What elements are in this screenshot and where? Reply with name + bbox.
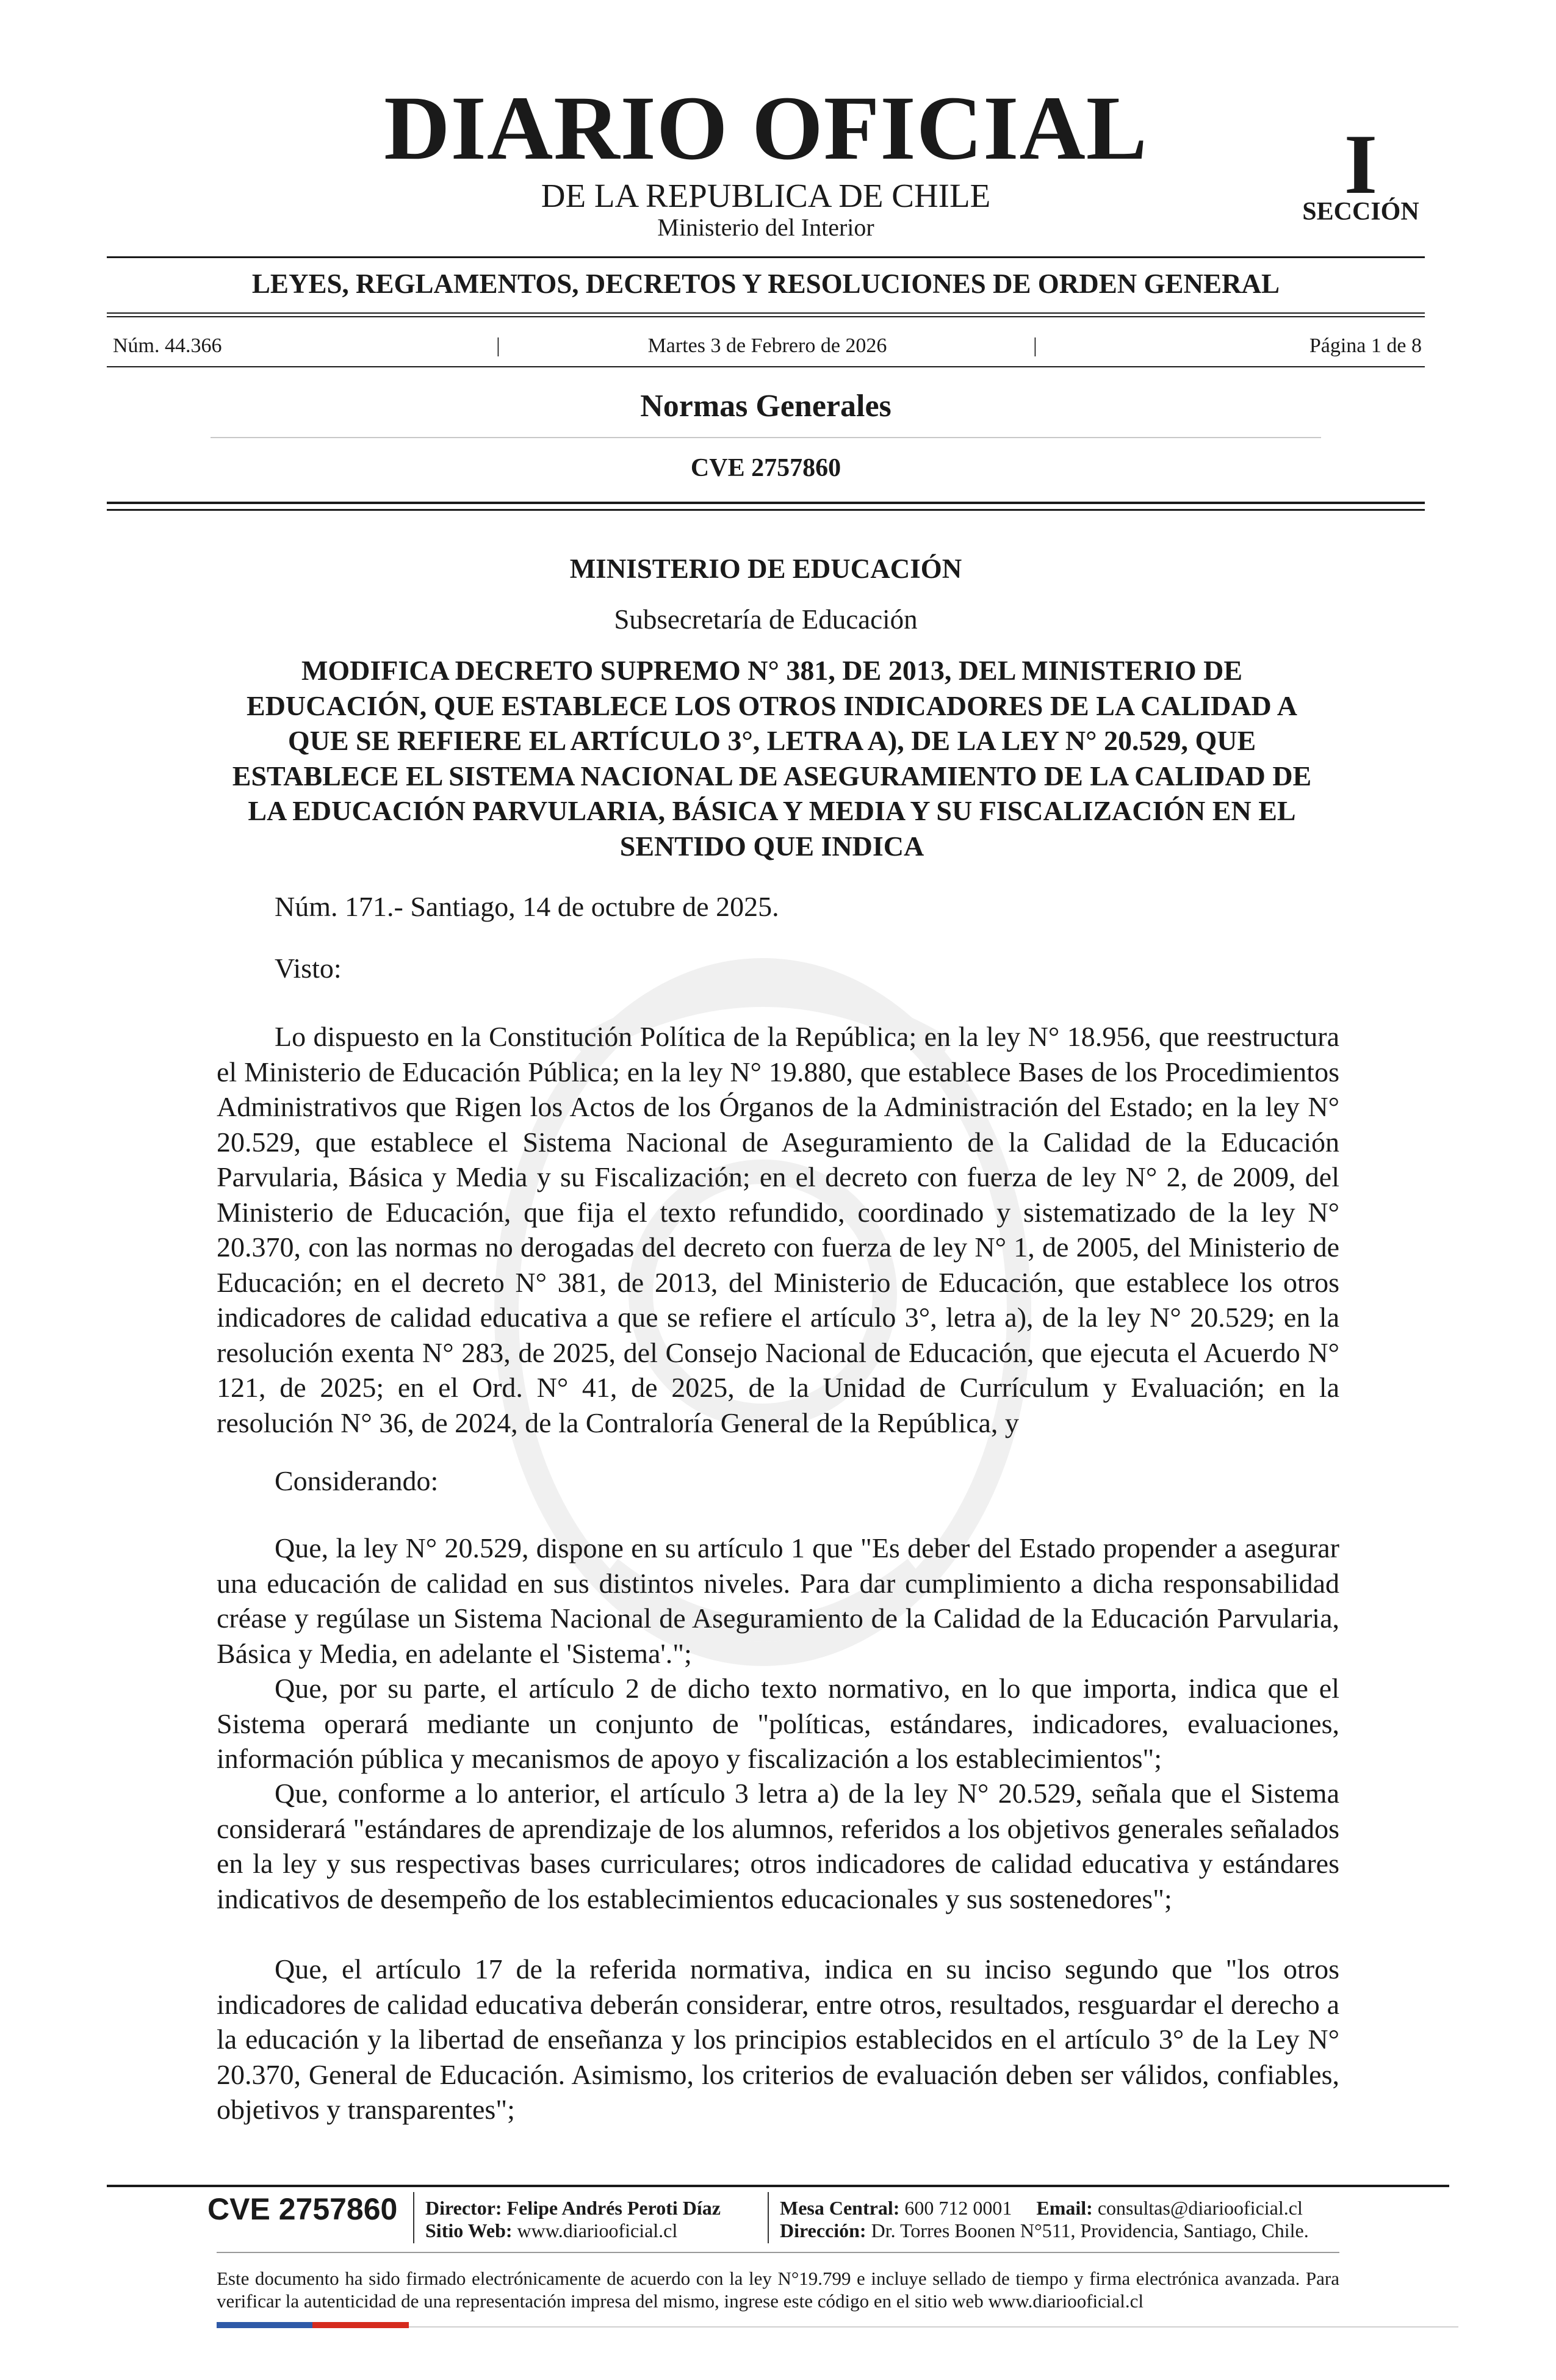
address-text: Dr. Torres Boonen N°511, Providencia, Santiago, Chile. — [871, 2220, 1309, 2241]
director-label: Director: — [425, 2197, 502, 2219]
footer-cve-code: CVE 2757860 — [207, 2192, 398, 2226]
email-label: Email: — [1036, 2197, 1093, 2219]
issue-date: Martes 3 de Febrero de 2026 — [647, 334, 887, 357]
footer-divider-thin — [217, 2252, 1339, 2253]
considerando-paragraph: Que, la ley N° 20.529, dispone en su artículo 1 que "Es deber del Estado propender a asegurar una educación de calidad en sus distintos niveles. Para dar cumplimiento a dicha responsabilidad créase y regúlase un Sistema Nacional de Aseguramiento de la Calidad de la Educación Parvularia, Básica y Media, en adelante el 'Sistema'."; — [217, 1532, 1339, 1669]
email-link[interactable]: consultas@diariooficial.cl — [1097, 2197, 1303, 2219]
considerando-paragraph: Que, por su parte, el artículo 2 de dicho texto normativo, en lo que importa, indica que el Sistema operará mediante un conjunto de "políticas, estándares, indicadores, evaluaciones, información pública y mecanismos de apoyo y fiscalización a los establecimientos"; — [217, 1673, 1339, 1774]
masthead-divider — [107, 256, 1425, 258]
document-subsecretariat: Subsecretaría de Educación — [614, 604, 918, 635]
website-link[interactable]: www.diariooficial.cl — [517, 2220, 678, 2241]
header-divider-bottom — [107, 509, 1425, 511]
section-label: SECCIÓN — [1302, 198, 1419, 226]
decree-title: MODIFICA DECRETO SUPREMO N° 381, DE 2013, DEL MINISTERIO DE EDUCACIÓN, QUE ESTABLECE LOS OTROS INDICADORES DE LA CALIDAD A QUE SE REFIERE EL ARTÍCULO 3°, LETRA A), DE LA LEY N° 20.529, QUE ESTABLECE EL SISTEMA NACIONAL DE ASEGURAMIENTO DE LA CALIDAD DE LA EDUCACIÓN PARVULARIA, BÁSICA Y MEDIA Y SU FISCALIZACIÓN EN EL SENTIDO QUE INDICA — [232, 655, 1312, 862]
heading-underline — [211, 437, 1321, 438]
section-number: I — [1344, 117, 1378, 212]
footer-disclaimer: Este documento ha sido firmado electrónicamente de acuerdo con la ley N°19.799 e incluye sellado de tiempo y firma electrónica avanzada. Para verificar la autenticidad de una representación impresa del mismo, ingrese este código en el sitio web www.diariooficial.cl — [217, 2268, 1339, 2312]
flag-stripe — [217, 2322, 409, 2328]
flag-baseline — [409, 2326, 1458, 2328]
page-indicator: Página 1 de 8 — [1309, 334, 1422, 357]
issue-number: Núm. 44.366 — [113, 334, 222, 357]
info-divider — [107, 366, 1425, 367]
newspaper-title: DIARIO OFICIAL — [384, 78, 1148, 179]
decree-number-date: Núm. 171.- Santiago, 14 de octubre de 2025. — [275, 891, 779, 922]
document-ministry: MINISTERIO DE EDUCACIÓN — [569, 554, 962, 584]
section-heading: Normas Generales — [640, 389, 891, 424]
issue-separator: | — [1033, 334, 1037, 357]
flag-red-segment — [312, 2322, 409, 2328]
phone-number: 600 712 0001 — [904, 2197, 1012, 2219]
footer-separator — [413, 2192, 414, 2243]
visto-paragraph: Lo dispuesto en la Constitución Política de la República; en la ley N° 18.956, que reestructura el Ministerio de Educación Pública; en la ley N° 19.880, que establece Bases de los Procedimientos Administrativos que Rigen los Actos de los Órganos de la Administración del Estado; en la ley N° 20.529, que establece el Sistema Nacional de Aseguramiento de la Calidad de la Educación Parvularia, Básica y Media y su Fiscalización; en el decreto con fuerza de ley N° 2, de 2009, del Ministerio de Educación, que fija el texto refundido, coordinado y sistematizado de la ley N° 20.370, con las normas no derogadas del decreto con fuerza de ley N° 1, de 2005, del Ministerio de Educación; en el decreto N° 381, de 2013, del Ministerio de Educación, que establece los otros indicadores de calidad educativa a que se refiere el artículo 3°, letra a), de la ley N° 20.529; en la resolución exenta N° 283, de 2025, del Consejo Nacional de Educación, que ejecuta el Acuerdo N° 121, de 2025; en el Ord. N° 41, de 2025, de la Unidad de Currículum y Evaluación; en la resolución N° 36, de 2024, de la Contraloría General de la República, y — [217, 1021, 1339, 1438]
considerando-paragraph: Que, el artículo 17 de la referida normativa, indica en su inciso segundo que "los otros indicadores de calidad educativa deberán considerar, entre otros, resultados, resguardar el derecho a la educación y la libertad de enseñanza y los principios establecidos en el artículo 3° de la Ley N° 20.370, General de Educación. Asimismo, los criterios de evaluación deben ser válidos, confiables, objetivos y transparentes"; — [217, 1953, 1339, 2125]
cve-code: CVE 2757860 — [690, 454, 841, 482]
considerando-label: Considerando: — [275, 1465, 439, 1496]
flag-blue-segment — [217, 2322, 312, 2328]
director-name: Felipe Andrés Peroti Díaz — [506, 2197, 721, 2219]
footer-contact-block — [780, 2197, 1309, 2242]
phone-label: Mesa Central: — [780, 2197, 900, 2219]
header-divider-top — [107, 502, 1425, 504]
footer-divider — [107, 2185, 1449, 2187]
website-label: Sitio Web: — [425, 2220, 513, 2241]
footer-separator — [768, 2192, 769, 2243]
category-divider-bottom — [107, 316, 1425, 317]
newspaper-subtitle: DE LA REPUBLICA DE CHILE — [541, 177, 991, 214]
issue-info-bar — [113, 334, 1422, 358]
category-divider-top — [107, 312, 1425, 314]
footer-director-block — [425, 2197, 721, 2242]
issue-separator: | — [496, 334, 500, 357]
category-heading: LEYES, REGLAMENTOS, DECRETOS Y RESOLUCIONES DE ORDEN GENERAL — [251, 269, 1280, 299]
considerando-paragraph: Que, conforme a lo anterior, el artículo 3 letra a) de la ley N° 20.529, señala que el Sistema considerará "estándares de aprendizaje de los alumnos, referidos a los objetivos generales señalados en la ley y sus respectivas bases curriculares; otros indicadores de calidad educativa y estándares indicativos de desempeño de los establecimientos educacionales y sus sostenedores"; — [217, 1778, 1339, 1914]
visto-label: Visto: — [275, 953, 342, 984]
publisher-ministry: Ministerio del Interior — [657, 214, 874, 241]
address-label: Dirección: — [780, 2220, 866, 2241]
